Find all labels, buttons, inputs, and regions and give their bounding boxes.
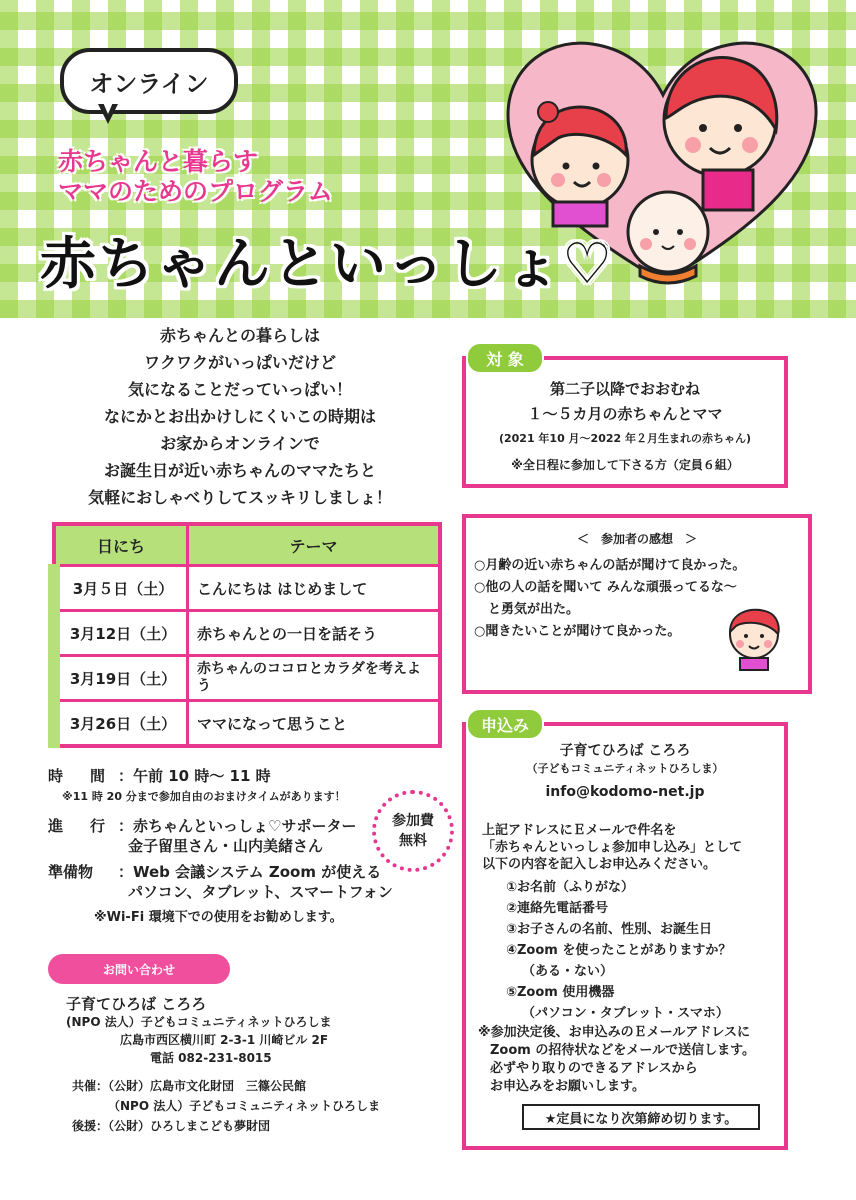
host-info <box>48 816 356 836</box>
prep-label: 準備物 <box>48 863 94 881</box>
apply-notes <box>478 1024 784 1096</box>
list-item: （パソコン・タブレット・スマホ） <box>522 1006 729 1021</box>
closing-notice: ★定員になり次第締め切ります。 <box>522 1104 760 1130</box>
time-label: 時 間 <box>48 767 112 785</box>
cosponsor <box>72 1076 306 1096</box>
page-title: 赤ちゃんといっしょ♡ <box>40 232 615 297</box>
supporter <box>72 1116 270 1136</box>
fee-badge <box>372 790 454 872</box>
apply-email: info@kodomo-net.jp <box>545 784 705 800</box>
cosponsor-1: （公財）広島市文化財団 三篠公民館 <box>108 1079 307 1093</box>
fee-value: 無料 <box>399 833 427 849</box>
prep-info <box>48 862 381 882</box>
schedule-date: 3月５日（土） <box>54 566 188 611</box>
schedule-theme: こんにちは はじめまして <box>188 566 441 611</box>
contact-phone: 電話 082-231-8015 <box>150 1051 272 1065</box>
target-line3: (2021 年10 月～2022 年２月生まれの赤ちゃん) <box>498 432 752 445</box>
list-item: ③お子さんの名前、性別、お誕生日 <box>506 922 713 937</box>
schedule-theme: ママになって思うこと <box>188 701 441 747</box>
apply-line: 上記アドレスにＥメールで件名を <box>482 823 677 838</box>
intro-line: なにかとお出かけしにくいこの時期は <box>103 407 376 426</box>
feedback-heading: ＜ 参加者の感想 ＞ <box>576 532 697 546</box>
online-badge <box>60 48 238 114</box>
table-row <box>54 656 440 701</box>
intro-line: お家からオンラインで <box>160 434 320 453</box>
subtitle-line1: 赤ちゃんと暮らす <box>58 147 259 176</box>
bubble-tail-inner <box>102 100 114 114</box>
apply-org-sub: （子どもコミュニティネットひろしま） <box>526 762 724 775</box>
subtitle-line2: ママのためのプログラム <box>58 177 333 206</box>
schedule-table <box>48 522 442 748</box>
cosponsor-2: （NPO 法人）子どもコミュニティネットひろしま <box>108 1099 381 1113</box>
time-info <box>48 766 271 786</box>
schedule-date: 3月19日（土） <box>54 656 188 701</box>
table-row <box>54 566 440 611</box>
apply-note: 必ずやり取りのできるアドレスから <box>490 1061 698 1076</box>
schedule-date: 3月26日（土） <box>54 701 188 747</box>
prep-note: ※Wi-Fi 環境下での使用をお勧めします。 <box>94 910 343 925</box>
apply-box <box>462 722 788 1150</box>
apply-line: 以下の内容を記入しお申込みください。 <box>482 857 717 872</box>
intro-text <box>40 322 440 511</box>
target-box <box>462 356 788 488</box>
apply-note: ※参加決定後、お申込みのＥメールアドレスに <box>478 1025 750 1040</box>
apply-org: 子育てひろば ころろ <box>559 743 691 759</box>
contact-org: 子育てひろば ころろ <box>66 995 207 1013</box>
schedule-date: 3月12日（土） <box>54 611 188 656</box>
list-item: ①お名前（ふりがな） <box>506 880 635 895</box>
online-badge-text: オンライン <box>89 69 209 98</box>
target-line4: ※全日程に参加して下さる方（定員６組） <box>511 458 739 472</box>
prep-devices: パソコン、タブレット、スマートフォン <box>128 883 393 901</box>
apply-note: お申込みをお願いします。 <box>490 1079 645 1094</box>
schedule-header-theme: テーマ <box>188 524 441 566</box>
feedback-item: ○他の人の話を聞いて みんな頑張ってるな～ <box>474 580 737 595</box>
host-value: ：赤ちゃんといっしょ♡サポーター <box>118 817 357 835</box>
host-label: 進 行 <box>48 817 112 835</box>
apply-items <box>506 877 784 1024</box>
list-item: ④Zoom を使ったことがありますか？ <box>506 943 732 958</box>
target-line1: 第二子以降でおおむね <box>549 380 700 398</box>
fee-label: 参加費 <box>392 813 434 829</box>
schedule-header-row <box>54 524 440 566</box>
target-tab: 対 象 <box>466 342 544 374</box>
schedule-theme: 赤ちゃんのココロとカラダを考えよう <box>188 656 441 701</box>
contact-address: 広島市西区横川町 2-3-1 川崎ビル 2F <box>120 1033 329 1047</box>
table-row <box>54 701 440 747</box>
apply-tab: 申込み <box>466 708 544 740</box>
time-value: ：午前 10 時～ 11 時 <box>118 767 271 785</box>
supporter-label: 後援： <box>72 1119 109 1133</box>
contact-org2: (NPO 法人）子どもコミュニティネットひろしま <box>66 1015 332 1029</box>
intro-line: ワクワクがいっぱいだけど <box>143 353 336 372</box>
apply-instructions <box>482 822 784 873</box>
schedule-theme: 赤ちゃんとの一日を話そう <box>188 611 441 656</box>
inquiry-pill: お問い合わせ <box>48 954 230 984</box>
list-item: （ある・ない） <box>522 964 614 979</box>
schedule-header-date: 日にち <box>54 524 188 566</box>
intro-line: 赤ちゃんとの暮らしは <box>159 326 320 345</box>
feedback-item: ○聞きたいことが聞けて良かった。 <box>474 624 681 639</box>
table-row <box>54 611 440 656</box>
cosponsor-label: 共催： <box>72 1079 109 1093</box>
feedback-item: と勇気が出た。 <box>488 602 580 617</box>
intro-line: お誕生日が近い赤ちゃんのママたちと <box>103 461 376 480</box>
target-line2: １～５カ月の赤ちゃんとママ <box>527 405 723 423</box>
apply-line: 「赤ちゃんといっしょ参加申し込み」として <box>482 840 743 855</box>
supporter-name: （公財）ひろしまこども夢財団 <box>108 1119 271 1133</box>
apply-note: Zoom の招待状などをメールで送信します。 <box>490 1043 756 1058</box>
intro-line: 気軽におしゃべりしてスッキリしましょ！ <box>88 488 392 507</box>
list-item: ②連絡先電話番号 <box>506 901 609 916</box>
list-item: ⑤Zoom 使用機器 <box>506 985 615 1000</box>
intro-line: 気になることだっていっぱい！ <box>127 380 352 399</box>
host-names: 金子留里さん・山内美緒さん <box>128 837 324 855</box>
girl-face-icon <box>722 604 786 672</box>
prep-value: ：Web 会議システム Zoom が使える <box>118 863 382 881</box>
feedback-item: ○月齢の近い赤ちゃんの話が聞けて良かった。 <box>474 558 746 573</box>
time-note: ※11 時 20 分まで参加自由のおまけタイムがあります！ <box>62 790 346 803</box>
